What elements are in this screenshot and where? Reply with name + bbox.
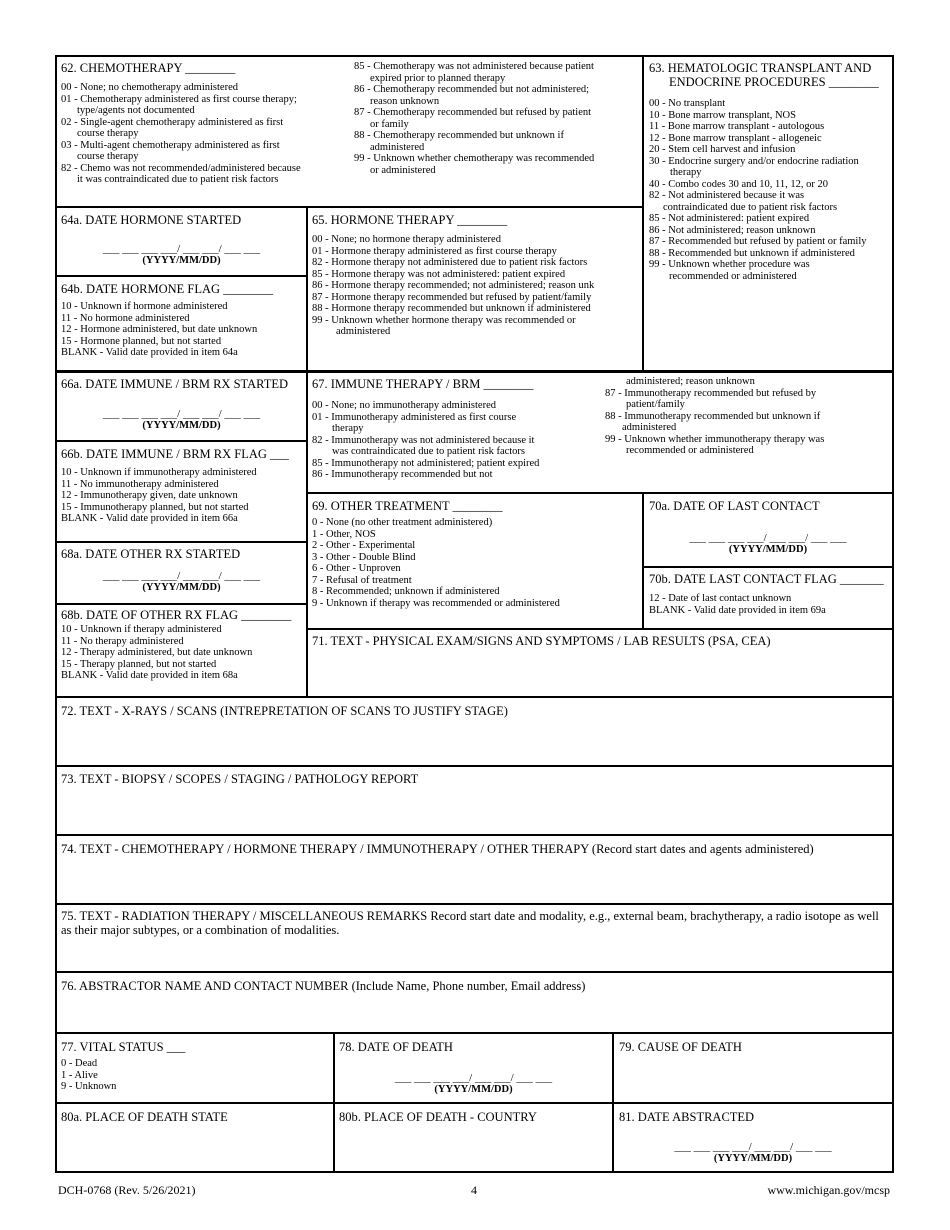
list-item: 82 - Hormone therapy not administered due to patient risk factors bbox=[312, 257, 588, 268]
list-item: 85 - Not administered: patient expired bbox=[649, 213, 810, 224]
list-item: therapy bbox=[670, 167, 702, 178]
list-item: 82 - Not administered because it was bbox=[649, 190, 805, 201]
hormone-flag-title[interactable]: 64b. DATE HORMONE FLAG ________ bbox=[61, 282, 274, 296]
death-cause-field[interactable]: 79. CAUSE OF DEATH bbox=[619, 1040, 742, 1054]
date-abstracted-field[interactable] bbox=[614, 1141, 892, 1164]
list-item: 10 - Unknown if immunotherapy administered bbox=[61, 467, 257, 478]
other-rx-flag-title[interactable]: 68b. DATE OF OTHER RX FLAG ________ bbox=[61, 608, 292, 622]
date-blanks: ___ ___ ___ ___/ ___ ___/ ___ ___ bbox=[102, 570, 261, 582]
list-item: 00 - None; no immunotherapy administered bbox=[312, 400, 497, 411]
last-contact-flag-title[interactable]: 70b. DATE LAST CONTACT FLAG _______ bbox=[649, 572, 884, 586]
hormone-started-date-field[interactable] bbox=[57, 243, 306, 266]
divider bbox=[55, 765, 894, 767]
divider bbox=[55, 541, 308, 543]
hematologic-codes bbox=[649, 98, 867, 282]
list-item: 99 - Unknown whether hormone therapy was recommended or bbox=[312, 314, 576, 326]
list-item: reason unknown bbox=[370, 95, 440, 107]
text-therapy-field[interactable]: 74. TEXT - CHEMOTHERAPY / HORMONE THERAPY / IMMUNOTHERAPY / OTHER THERAPY (Record start dates and agents administered) bbox=[61, 842, 814, 856]
outer-border-left bbox=[55, 55, 57, 1173]
list-item: 02 - Single-agent chemotherapy administered as first bbox=[61, 116, 284, 128]
death-state-field[interactable]: 80a. PLACE OF DEATH STATE bbox=[61, 1110, 228, 1124]
hormone-started-title: 64a. DATE HORMONE STARTED bbox=[61, 213, 242, 227]
date-format: (YYYY/MM/DD) bbox=[434, 1084, 513, 1095]
date-blanks: ___ ___ ___ ___/ ___ ___/ ___ ___ bbox=[102, 243, 261, 255]
text-biopsy-field[interactable]: 73. TEXT - BIOPSY / SCOPES / STAGING / PATHOLOGY REPORT bbox=[61, 772, 419, 786]
list-item: recommended or administered bbox=[626, 445, 754, 456]
list-item: recommended or administered bbox=[669, 270, 797, 282]
list-item: administered bbox=[622, 422, 677, 433]
list-item: 88 - Recommended but unknown if administered bbox=[649, 247, 855, 259]
divider bbox=[642, 566, 894, 568]
list-item: course therapy bbox=[77, 128, 139, 139]
other-rx-flag-codes bbox=[61, 624, 252, 682]
chemotherapy-codes-left bbox=[61, 82, 301, 186]
date-format: (YYYY/MM/DD) bbox=[142, 582, 221, 593]
divider bbox=[55, 696, 894, 698]
divider bbox=[55, 440, 308, 442]
immune-flag-title[interactable]: 66b. DATE IMMUNE / BRM RX FLAG ___ bbox=[61, 447, 289, 461]
outer-border-right bbox=[892, 55, 894, 1173]
last-contact-title: 70a. DATE OF LAST CONTACT bbox=[649, 499, 820, 513]
divider bbox=[306, 492, 894, 494]
text-exam-field[interactable]: 71. TEXT - PHYSICAL EXAM/SIGNS AND SYMPTOMS / LAB RESULTS (PSA, CEA) bbox=[312, 634, 771, 648]
list-item: 12 - Date of last contact unknown bbox=[649, 593, 792, 604]
other-treatment-title[interactable]: 69. OTHER TREATMENT ________ bbox=[312, 499, 503, 513]
list-item: 82 - Chemo was not recommended/administered because bbox=[61, 162, 301, 174]
last-contact-date-field[interactable] bbox=[644, 532, 892, 555]
immune-therapy-codes-right bbox=[605, 376, 824, 457]
hormone-flag-codes bbox=[61, 301, 257, 359]
list-item: administered bbox=[336, 326, 391, 337]
list-item: 86 - Chemotherapy recommended but not administered; bbox=[354, 84, 590, 95]
immune-started-date-field[interactable] bbox=[57, 408, 306, 431]
list-item: 99 - Unknown whether procedure was bbox=[649, 259, 810, 270]
list-item: administered bbox=[370, 141, 425, 153]
list-item: 20 - Stem cell harvest and infusion bbox=[649, 144, 796, 155]
list-item: it was contraindicated due to patient risk factors bbox=[77, 174, 279, 185]
list-item: 12 - Immunotherapy given, date unknown bbox=[61, 490, 238, 501]
list-item: BLANK - Valid date provided in item 66a bbox=[61, 513, 238, 524]
list-item: 7 - Refusal of treatment bbox=[312, 574, 412, 586]
divider bbox=[55, 1102, 894, 1104]
list-item: 85 - Chemotherapy was not administered because patient bbox=[354, 61, 594, 72]
list-item: administered; reason unknown bbox=[626, 376, 755, 387]
form-number: DCH-0768 (Rev. 5/26/2021) bbox=[58, 1183, 196, 1197]
date-format: (YYYY/MM/DD) bbox=[142, 420, 221, 431]
list-item: 12 - Hormone administered, but date unknown bbox=[61, 324, 258, 335]
other-treatment-codes bbox=[312, 517, 560, 609]
list-item: type/agents not documented bbox=[77, 105, 195, 116]
list-item: course therapy bbox=[77, 151, 139, 162]
list-item: 11 - No hormone administered bbox=[61, 312, 190, 324]
list-item: 87 - Hormone therapy recommended but refused by patient/family bbox=[312, 291, 592, 303]
list-item: 0 - Dead bbox=[61, 1058, 98, 1069]
divider bbox=[55, 603, 308, 605]
list-item: 87 - Immunotherapy recommended but refused by bbox=[605, 387, 817, 399]
list-item: BLANK - Valid date provided in item 69a bbox=[649, 604, 826, 616]
list-item: 12 - Bone marrow transplant - allogeneic bbox=[649, 132, 822, 144]
death-date-field[interactable] bbox=[335, 1072, 612, 1095]
date-abstracted-title: 81. DATE ABSTRACTED bbox=[619, 1110, 755, 1124]
footer-url[interactable]: www.michigan.gov/mcsp bbox=[767, 1183, 890, 1197]
list-item: 6 - Other - Unproven bbox=[312, 563, 401, 574]
last-contact-flag-codes bbox=[649, 593, 826, 616]
divider bbox=[642, 492, 644, 629]
divider bbox=[55, 370, 894, 373]
list-item: 00 - None; no hormone therapy administered bbox=[312, 234, 501, 245]
list-item: was contraindicated due to patient risk factors bbox=[332, 446, 526, 457]
list-item: 86 - Not administered; reason unknown bbox=[649, 224, 816, 236]
list-item: 88 - Immunotherapy recommended but unknown if bbox=[605, 410, 821, 422]
divider bbox=[333, 1032, 335, 1173]
list-item: 12 - Therapy administered, but date unknown bbox=[61, 647, 253, 658]
hematologic-title[interactable] bbox=[649, 61, 879, 89]
list-item: 40 - Combo codes 30 and 10, 11, 12, or 20 bbox=[649, 178, 828, 190]
outer-border-bottom bbox=[55, 1171, 894, 1173]
list-item: or administered bbox=[370, 164, 436, 176]
list-item: BLANK - Valid date provided in item 64a bbox=[61, 347, 238, 358]
immune-therapy-title[interactable]: 67. IMMUNE THERAPY / BRM ________ bbox=[312, 377, 534, 391]
divider bbox=[55, 971, 894, 973]
text-radiation-field[interactable]: 75. TEXT - RADIATION THERAPY / MISCELLANEOUS REMARKS Record start date and modality, e.g., external beam, brachytherapy, a radio isotope as well as their major subtypes, or a combination of modalities. bbox=[61, 909, 879, 937]
vital-status-title[interactable]: 77. VITAL STATUS ___ bbox=[61, 1040, 186, 1054]
list-item: 99 - Unknown whether immunotherapy therapy was bbox=[605, 433, 825, 445]
list-item: 11 - Bone marrow transplant - autologous bbox=[649, 121, 825, 132]
list-item: 3 - Other - Double Blind bbox=[312, 551, 416, 563]
list-item: 00 - None; no chemotherapy administered bbox=[61, 82, 238, 93]
list-item: 88 - Chemotherapy recommended but unknown if bbox=[354, 130, 564, 141]
page-number: 4 bbox=[471, 1183, 477, 1197]
list-item: patient/family bbox=[626, 399, 685, 410]
hormone-therapy-codes bbox=[312, 234, 594, 338]
text-xrays-field[interactable]: 72. TEXT - X-RAYS / SCANS (INTREPRETATION OF SCANS TO JUSTIFY STAGE) bbox=[61, 704, 508, 718]
death-country-field[interactable]: 80b. PLACE OF DEATH - COUNTRY bbox=[339, 1110, 537, 1124]
hematologic-title-line1: 63. HEMATOLOGIC TRANSPLANT AND bbox=[649, 61, 872, 75]
divider bbox=[55, 275, 308, 277]
date-format: (YYYY/MM/DD) bbox=[713, 1153, 793, 1164]
divider bbox=[55, 1032, 894, 1034]
list-item: 30 - Endocrine surgery and/or endocrine radiation bbox=[649, 155, 859, 167]
list-item: 82 - Immunotherapy was not administered because it bbox=[312, 434, 535, 446]
hematologic-title-line2: ENDOCRINE PROCEDURES ________ bbox=[669, 75, 879, 89]
list-item: 87 - Recommended but refused by patient or family bbox=[649, 236, 867, 247]
list-item: 10 - Unknown if hormone administered bbox=[61, 301, 228, 312]
divider bbox=[55, 206, 644, 208]
list-item: 01 - Hormone therapy administered as first course therapy bbox=[312, 245, 557, 257]
divider bbox=[306, 628, 894, 630]
list-item: therapy bbox=[332, 423, 364, 434]
outer-border-top bbox=[55, 55, 894, 57]
list-item: 0 - None (no other treatment administered) bbox=[312, 517, 493, 528]
list-item: 10 - Bone marrow transplant, NOS bbox=[649, 109, 796, 121]
divider bbox=[55, 834, 894, 836]
immune-therapy-codes-left bbox=[312, 400, 539, 481]
other-rx-started-date-field[interactable] bbox=[57, 570, 306, 593]
list-item: 15 - Immunotherapy planned, but not started bbox=[61, 501, 249, 513]
list-item: 1 - Other, NOS bbox=[312, 528, 376, 540]
list-item: 2 - Other - Experimental bbox=[312, 540, 416, 551]
chemotherapy-title[interactable]: 62. CHEMOTHERAPY ________ bbox=[61, 61, 236, 75]
divider bbox=[55, 903, 894, 905]
list-item: 15 - Therapy planned, but not started bbox=[61, 658, 217, 670]
date-format: (YYYY/MM/DD) bbox=[142, 255, 221, 266]
death-date-title: 78. DATE OF DEATH bbox=[339, 1040, 453, 1054]
vital-status-codes bbox=[61, 1058, 116, 1093]
list-item: 01 - Immunotherapy administered as first course bbox=[312, 411, 517, 423]
list-item: 86 - Hormone therapy recommended; not administered; reason unk bbox=[312, 280, 595, 291]
date-blanks: ___ ___ ___ ___/ ___ ___/ ___ ___ bbox=[394, 1072, 553, 1084]
list-item: 1 - Alive bbox=[61, 1069, 98, 1081]
list-item: 85 - Immunotherapy not administered; patient expired bbox=[312, 457, 540, 469]
date-blanks: ___ ___ ___ ___/ ___ ___/ ___ ___ bbox=[102, 408, 261, 420]
date-blanks: ___ ___ ___ ___/ ___ ___/ ___ ___ bbox=[674, 1141, 832, 1153]
list-item: BLANK - Valid date provided in item 68a bbox=[61, 670, 238, 681]
chemotherapy-codes-right bbox=[354, 61, 594, 176]
list-item: 86 - Immunotherapy recommended but not bbox=[312, 469, 493, 480]
immune-flag-codes bbox=[61, 467, 257, 525]
list-item: 99 - Unknown whether chemotherapy was recommended bbox=[354, 153, 595, 164]
list-item: 85 - Hormone therapy was not administered: patient expired bbox=[312, 268, 566, 280]
list-item: 8 - Recommended; unknown if administered bbox=[312, 586, 500, 597]
list-item: 00 - No transplant bbox=[649, 98, 726, 109]
immune-started-title: 66a. DATE IMMUNE / BRM RX STARTED bbox=[61, 377, 289, 391]
list-item: 10 - Unknown if therapy administered bbox=[61, 624, 222, 635]
list-item: 9 - Unknown if therapy was recommended or administered bbox=[312, 597, 560, 609]
list-item: 88 - Hormone therapy recommended but unknown if administered bbox=[312, 303, 591, 314]
date-blanks: ___ ___ ___ ___/ ___ ___/ ___ ___ bbox=[689, 532, 847, 544]
list-item: 01 - Chemotherapy administered as first course therapy; bbox=[61, 93, 297, 105]
list-item: 11 - No therapy administered bbox=[61, 635, 184, 647]
hormone-therapy-title[interactable]: 65. HORMONE THERAPY ________ bbox=[312, 213, 508, 227]
list-item: 03 - Multi-agent chemotherapy administered as first bbox=[61, 139, 280, 151]
list-item: expired prior to planned therapy bbox=[370, 72, 506, 84]
date-format: (YYYY/MM/DD) bbox=[728, 544, 808, 555]
list-item: contraindicated due to patient risk factors bbox=[663, 201, 838, 213]
list-item: or family bbox=[370, 118, 409, 130]
list-item: 87 - Chemotherapy recommended but refused by patient bbox=[354, 107, 592, 118]
list-item: 15 - Hormone planned, but not started bbox=[61, 335, 222, 347]
other-rx-started-title: 68a. DATE OTHER RX STARTED bbox=[61, 547, 241, 561]
divider bbox=[642, 55, 644, 372]
list-item: 11 - No immunotherapy administered bbox=[61, 478, 219, 490]
abstractor-field[interactable]: 76. ABSTRACTOR NAME AND CONTACT NUMBER (Include Name, Phone number, Email address) bbox=[61, 979, 586, 993]
divider bbox=[306, 206, 308, 697]
list-item: 9 - Unknown bbox=[61, 1081, 117, 1092]
